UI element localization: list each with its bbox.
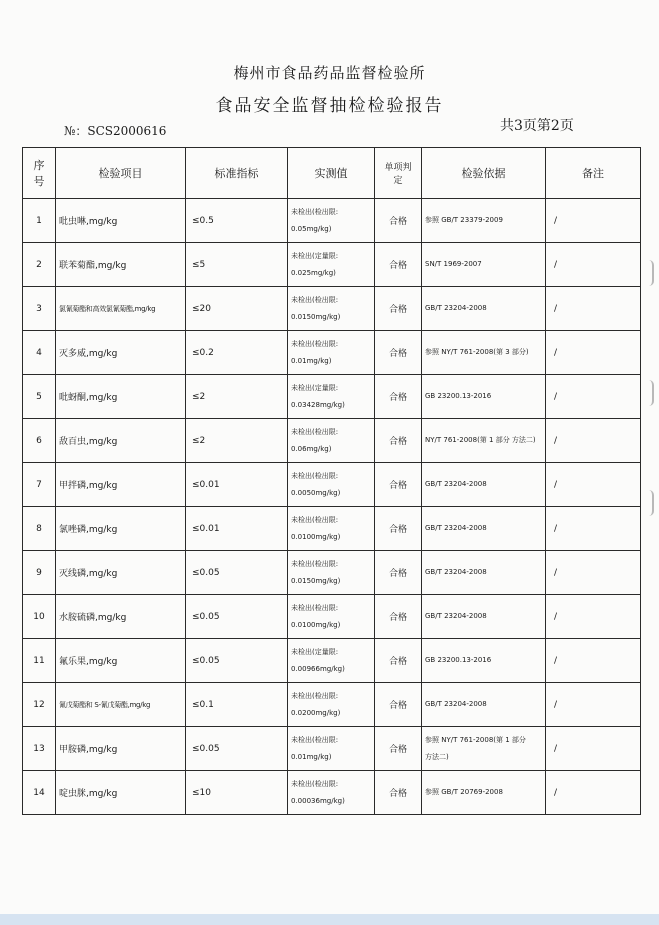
measured-line-2: 0.0200mg/kg) <box>291 708 341 717</box>
measured-line-2: 0.025mg/kg) <box>291 268 336 277</box>
test-item: 吡虫啉,mg/kg <box>56 199 186 243</box>
remark: / <box>546 771 641 815</box>
basis-line-1: SN/T 1969-2007 <box>425 260 482 268</box>
basis-line-1: 参照 GB/T 20769-2008 <box>425 788 503 796</box>
measured-line-1: 未检出(检出限: <box>291 427 339 436</box>
table-body <box>23 199 641 815</box>
standard-limit: ≤0.2 <box>186 331 288 375</box>
test-basis <box>422 551 546 595</box>
table-row <box>23 331 641 375</box>
table-row <box>23 639 641 683</box>
judgment: 合格 <box>375 375 422 419</box>
test-basis <box>422 771 546 815</box>
test-basis <box>422 595 546 639</box>
judgment: 合格 <box>375 331 422 375</box>
row-number: 7 <box>23 463 56 507</box>
judgment: 合格 <box>375 243 422 287</box>
basis-line-1: GB/T 23204-2008 <box>425 568 487 576</box>
table-row <box>23 375 641 419</box>
row-number: 8 <box>23 507 56 551</box>
test-basis <box>422 331 546 375</box>
measured-line-1: 未检出(检出限: <box>291 339 339 348</box>
measured-line-2: 0.01mg/kg) <box>291 356 332 365</box>
results-table <box>22 147 641 815</box>
standard-limit: ≤0.05 <box>186 551 288 595</box>
standard-limit: ≤5 <box>186 243 288 287</box>
measured-value <box>288 375 375 419</box>
standard-limit: ≤0.05 <box>186 595 288 639</box>
measured-value <box>288 243 375 287</box>
remark: / <box>546 463 641 507</box>
test-item: 吡蚜酮,mg/kg <box>56 375 186 419</box>
remark: / <box>546 199 641 243</box>
measured-line-2: 0.0050mg/kg) <box>291 488 341 497</box>
col-header-measured: 实测值 <box>288 148 375 199</box>
measured-line-2: 0.0150mg/kg) <box>291 312 341 321</box>
col-header-standard: 标准指标 <box>186 148 288 199</box>
judgment: 合格 <box>375 771 422 815</box>
test-item: 水胺硫磷,mg/kg <box>56 595 186 639</box>
report-number: №：SCS2000616 <box>64 124 167 138</box>
table-row <box>23 771 641 815</box>
page-indicator: 共3页第2页 <box>500 118 574 134</box>
table-row <box>23 595 641 639</box>
standard-limit: ≤2 <box>186 419 288 463</box>
judgment: 合格 <box>375 551 422 595</box>
measured-line-2: 0.0100mg/kg) <box>291 620 341 629</box>
table-row <box>23 727 641 771</box>
col-header-item: 检验项目 <box>56 148 186 199</box>
measured-value <box>288 199 375 243</box>
basis-line-1: GB/T 23204-2008 <box>425 524 487 532</box>
measured-value <box>288 639 375 683</box>
col-header-judgment: 单项判定 <box>375 148 422 199</box>
table-header-row <box>23 148 641 199</box>
binding-marks <box>642 260 656 560</box>
measured-line-2: 0.03428mg/kg) <box>291 400 345 409</box>
test-item: 联苯菊酯,mg/kg <box>56 243 186 287</box>
test-item: 氰戊菊酯和 S-氰戊菊酯,mg/kg <box>56 683 186 727</box>
test-item: 甲拌磷,mg/kg <box>56 463 186 507</box>
test-basis <box>422 507 546 551</box>
row-number: 4 <box>23 331 56 375</box>
basis-line-1: NY/T 761-2008(第 1 部分 方法二) <box>425 436 536 444</box>
standard-limit: ≤0.5 <box>186 199 288 243</box>
test-item: 灭多威,mg/kg <box>56 331 186 375</box>
measured-line-1: 未检出(检出限: <box>291 207 339 216</box>
measured-line-2: 0.01mg/kg) <box>291 752 332 761</box>
judgment: 合格 <box>375 463 422 507</box>
basis-line-1: GB 23200.13-2016 <box>425 656 492 664</box>
measured-line-2: 0.06mg/kg) <box>291 444 332 453</box>
col-header-no: 序号 <box>23 148 56 199</box>
measured-line-1: 未检出(定量限: <box>291 251 339 260</box>
basis-line-2: 方法二) <box>425 752 449 761</box>
table-row <box>23 287 641 331</box>
measured-value <box>288 287 375 331</box>
measured-line-1: 未检出(检出限: <box>291 515 339 524</box>
basis-line-1: GB/T 23204-2008 <box>425 480 487 488</box>
remark: / <box>546 551 641 595</box>
measured-value <box>288 331 375 375</box>
col-header-basis: 检验依据 <box>422 148 546 199</box>
measured-line-1: 未检出(检出限: <box>291 691 339 700</box>
remark: / <box>546 419 641 463</box>
test-basis <box>422 199 546 243</box>
remark: / <box>546 639 641 683</box>
measured-line-2: 0.0100mg/kg) <box>291 532 341 541</box>
standard-limit: ≤20 <box>186 287 288 331</box>
measured-line-2: 0.05mg/kg) <box>291 224 332 233</box>
basis-line-1: GB/T 23204-2008 <box>425 700 487 708</box>
measured-value <box>288 771 375 815</box>
judgment: 合格 <box>375 287 422 331</box>
remark: / <box>546 595 641 639</box>
measured-value <box>288 683 375 727</box>
measured-value <box>288 507 375 551</box>
remark: / <box>546 243 641 287</box>
remark: / <box>546 331 641 375</box>
table-row <box>23 463 641 507</box>
remark: / <box>546 507 641 551</box>
judgment: 合格 <box>375 507 422 551</box>
judgment: 合格 <box>375 727 422 771</box>
measured-line-1: 未检出(检出限: <box>291 559 339 568</box>
measured-line-1: 未检出(检出限: <box>291 779 339 788</box>
table-row <box>23 507 641 551</box>
judgment: 合格 <box>375 595 422 639</box>
measured-line-2: 0.00036mg/kg) <box>291 796 345 805</box>
standard-limit: ≤0.05 <box>186 727 288 771</box>
remark: / <box>546 375 641 419</box>
judgment: 合格 <box>375 639 422 683</box>
measured-line-1: 未检出(检出限: <box>291 735 339 744</box>
row-number: 14 <box>23 771 56 815</box>
standard-limit: ≤0.01 <box>186 507 288 551</box>
row-number: 10 <box>23 595 56 639</box>
basis-line-1: 参照 GB/T 23379-2009 <box>425 216 503 224</box>
row-number: 12 <box>23 683 56 727</box>
test-item: 敌百虫,mg/kg <box>56 419 186 463</box>
measured-value <box>288 419 375 463</box>
test-basis <box>422 419 546 463</box>
test-item: 啶虫脒,mg/kg <box>56 771 186 815</box>
test-basis <box>422 639 546 683</box>
measured-line-1: 未检出(检出限: <box>291 295 339 304</box>
standard-limit: ≤10 <box>186 771 288 815</box>
row-number: 6 <box>23 419 56 463</box>
basis-line-1: GB/T 23204-2008 <box>425 304 487 312</box>
row-number: 13 <box>23 727 56 771</box>
row-number: 3 <box>23 287 56 331</box>
row-number: 5 <box>23 375 56 419</box>
row-number: 1 <box>23 199 56 243</box>
measured-value <box>288 595 375 639</box>
basis-line-1: GB/T 23204-2008 <box>425 612 487 620</box>
standard-limit: ≤0.1 <box>186 683 288 727</box>
judgment: 合格 <box>375 683 422 727</box>
test-basis <box>422 727 546 771</box>
test-item: 灭线磷,mg/kg <box>56 551 186 595</box>
row-number: 9 <box>23 551 56 595</box>
measured-value <box>288 463 375 507</box>
table-row <box>23 199 641 243</box>
measured-line-1: 未检出(定量限: <box>291 647 339 656</box>
test-item: 氟乐果,mg/kg <box>56 639 186 683</box>
judgment: 合格 <box>375 199 422 243</box>
report-title: 食品安全监督抽检检验报告 <box>215 96 444 116</box>
table-row <box>23 551 641 595</box>
test-basis <box>422 287 546 331</box>
test-basis <box>422 243 546 287</box>
basis-line-1: GB 23200.13-2016 <box>425 392 492 400</box>
row-number: 11 <box>23 639 56 683</box>
organization-name: 梅州市食品药品监督检验所 <box>233 64 426 82</box>
measured-line-2: 0.00966mg/kg) <box>291 664 345 673</box>
judgment: 合格 <box>375 419 422 463</box>
test-item: 甲胺磷,mg/kg <box>56 727 186 771</box>
basis-line-1: 参照 NY/T 761-2008(第 3 部分) <box>425 348 529 356</box>
remark: / <box>546 683 641 727</box>
measured-line-1: 未检出(定量限: <box>291 383 339 392</box>
measured-line-1: 未检出(检出限: <box>291 471 339 480</box>
remark: / <box>546 727 641 771</box>
test-item: 氯氰菊酯和高效氯氰菊酯,mg/kg <box>56 287 186 331</box>
col-header-remark: 备注 <box>546 148 641 199</box>
measured-value <box>288 551 375 595</box>
test-basis <box>422 463 546 507</box>
standard-limit: ≤0.05 <box>186 639 288 683</box>
measured-value <box>288 727 375 771</box>
measured-line-2: 0.0150mg/kg) <box>291 576 341 585</box>
table-row <box>23 683 641 727</box>
table-row <box>23 243 641 287</box>
measured-line-1: 未检出(检出限: <box>291 603 339 612</box>
test-basis <box>422 683 546 727</box>
remark: / <box>546 287 641 331</box>
row-number: 2 <box>23 243 56 287</box>
test-item: 氯唑磷,mg/kg <box>56 507 186 551</box>
test-basis <box>422 375 546 419</box>
table-row <box>23 419 641 463</box>
standard-limit: ≤0.01 <box>186 463 288 507</box>
basis-line-1: 参照 NY/T 761-2008(第 1 部分 <box>425 735 526 744</box>
standard-limit: ≤2 <box>186 375 288 419</box>
